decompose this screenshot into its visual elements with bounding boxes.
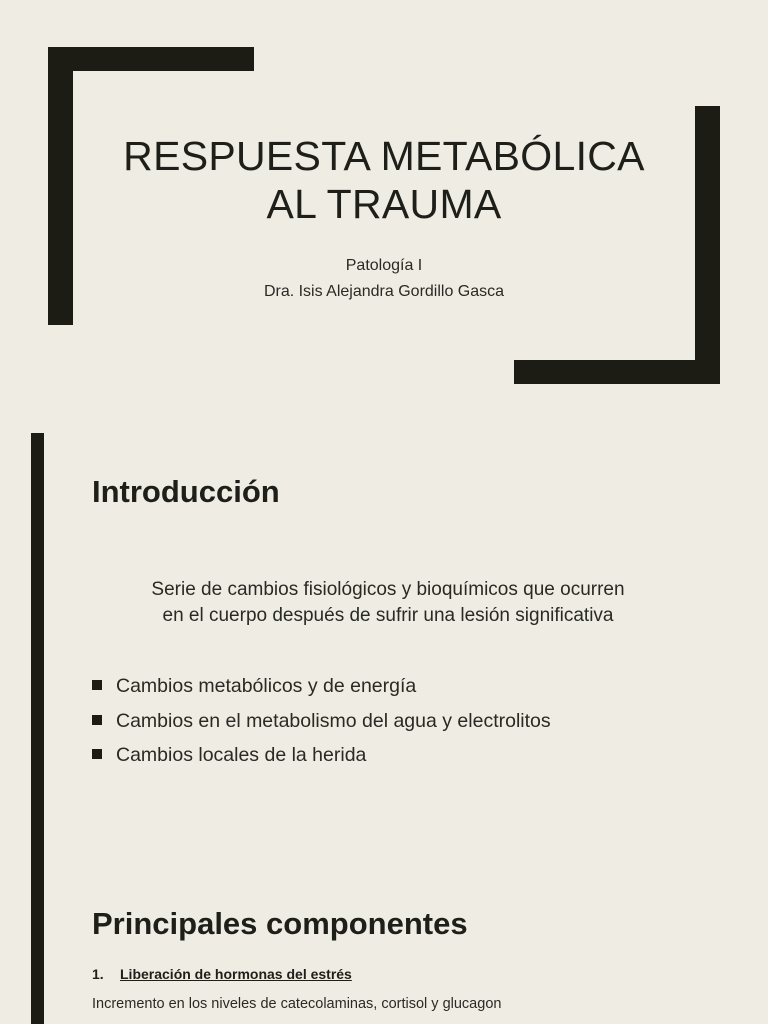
list-item bbox=[92, 740, 551, 775]
frame-bottom-right-horizontal bbox=[514, 360, 720, 384]
list-item-text: Cambios en el metabolismo del agua y electrolitos bbox=[116, 709, 551, 732]
component-label-link[interactable]: Liberación de hormonas del estrés bbox=[120, 966, 352, 982]
description-line-1: Serie de cambios fisiológicos y bioquímicos que ocurren bbox=[151, 579, 625, 600]
changes-list bbox=[92, 671, 551, 775]
component-detail: Incremento en los niveles de catecolaminas, cortisol y glucagon bbox=[92, 996, 502, 1012]
introduction-description bbox=[80, 577, 696, 629]
accent-bar bbox=[31, 433, 44, 1024]
components-heading: Principales componentes bbox=[92, 906, 468, 941]
list-item-text: Cambios metabólicos y de energía bbox=[116, 675, 417, 697]
slide-title-line-1: RESPUESTA METABÓLICA bbox=[123, 133, 645, 179]
title-slide bbox=[0, 0, 768, 414]
slide-title bbox=[60, 132, 708, 228]
description-line-2: en el cuerpo después de sufrir una lesión significativa bbox=[162, 605, 614, 626]
slide-title-line-2: AL TRAUMA bbox=[266, 181, 502, 227]
component-item-1 bbox=[92, 966, 352, 982]
list-item bbox=[92, 706, 551, 741]
component-number: 1. bbox=[92, 966, 104, 982]
square-bullet-icon bbox=[92, 680, 102, 690]
list-item bbox=[92, 671, 551, 706]
square-bullet-icon bbox=[92, 715, 102, 725]
introduction-slide bbox=[0, 414, 768, 1024]
slide-subtitle bbox=[60, 253, 708, 305]
introduction-heading: Introducción bbox=[92, 474, 280, 509]
list-item-text: Cambios locales de la herida bbox=[116, 744, 367, 766]
frame-top-left-horizontal bbox=[48, 47, 254, 71]
course-name: Patología I bbox=[345, 257, 423, 274]
square-bullet-icon bbox=[92, 749, 102, 759]
author-name: Dra. Isis Alejandra Gordillo Gasca bbox=[263, 283, 505, 300]
